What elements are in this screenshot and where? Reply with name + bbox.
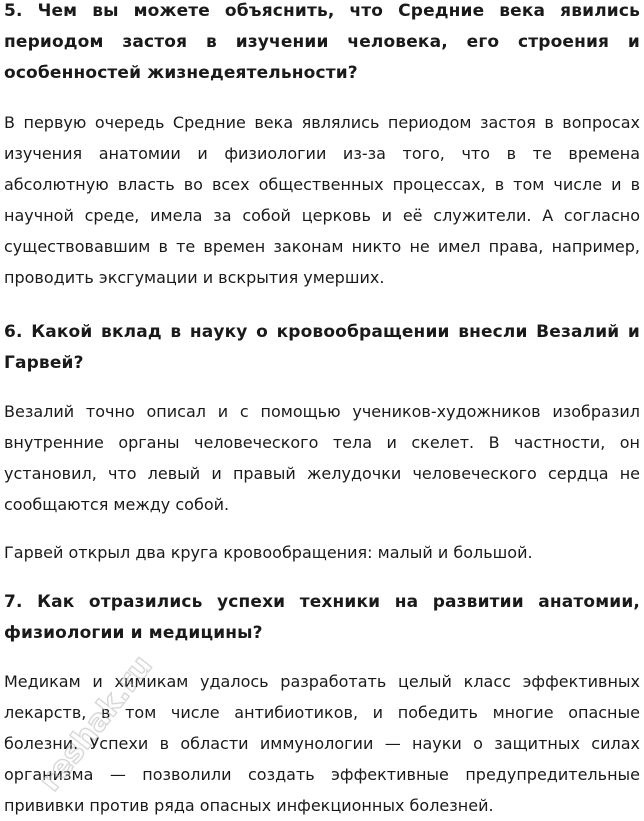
answer-7-paragraph: Медикам и химикам удалось разработать целый класс эффективных лекарств, в том числе антибиотиков, и победить многие опасные болезни. Успехи в области иммунологии — науки о защитных силах организма — позволили создать эффективные предупредительные прививки против ряда опасных инфекционных болезней. — [4, 672, 640, 815]
answer-6-paragraph-vesalius: Везалий точно описал и с помощью учеников-художников изобразил внутренние органы человеческого тела и скелет. В частности, он установил, что левый и правый желудочки человеческого сердца не сообщаются между собой. — [4, 402, 640, 514]
question-5-heading: 5. Чем вы можете объяснить, что Средние века явились периодом застоя в изучении человека, его строения и особенностей жизнедеятельности? — [4, 1, 640, 83]
question-7-heading: 7. Как отразились успехи техники на развитии анатомии, физиологии и медицины? — [4, 592, 640, 643]
watermark-text: reshak.ru — [32, 648, 160, 799]
answer-5-paragraph: В первую очередь Средние века являлись периодом застоя в вопросах изучения анатомии и физиологии из-за того, что в те времена абсолютную власть во всех общественных процессах, в том числе и в научной среде, имела за собой церковь и её служители. А согласно существовавшим в те времен законам никто не имел права, например, проводить эксгумации и вскрытия умерших. — [4, 113, 640, 287]
answer-6-paragraph-harvey: Гарвей открыл два круга кровообращения: малый и большой. — [4, 543, 533, 562]
question-6-heading: 6. Какой вклад в науку о кровообращении внесли Везалий и Гарвей? — [4, 322, 640, 373]
